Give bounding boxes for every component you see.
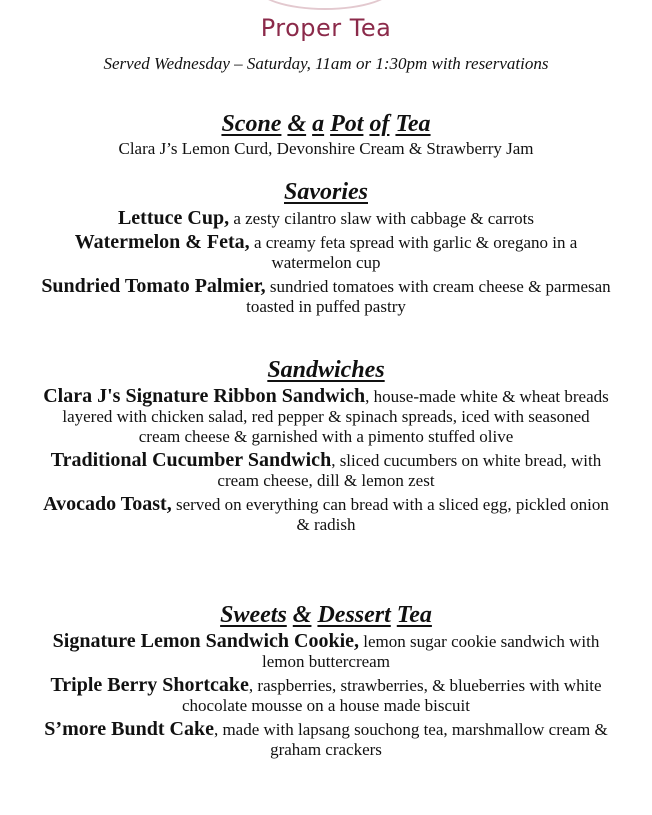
menu-item <box>40 631 612 672</box>
item-description: , sliced cucumbers on white bread, with cream cheese, dill & lemon zest <box>217 451 602 490</box>
item-description: a creamy feta spread with garlic & oregano in a watermelon cup <box>253 233 578 272</box>
section-scone <box>40 111 612 159</box>
service-hours: Served Wednesday – Saturday, 11am or 1:30pm with reservations <box>103 54 549 73</box>
item-name: Clara J's Signature Ribbon Sandwich <box>43 385 366 407</box>
item-description: lemon sugar cookie sandwich with lemon buttercream <box>262 632 600 671</box>
section-sandwiches <box>40 357 612 535</box>
menu-item <box>40 719 612 760</box>
item-description: served on everything can bread with a sliced egg, pickled onion & radish <box>175 495 609 534</box>
item-name: Lettuce Cup, <box>117 207 230 229</box>
logo-emblem <box>255 0 395 10</box>
section-heading: Sweets & Dessert Tea <box>220 602 432 628</box>
item-description: , house-made white & wheat breads layered with chicken salad, red pepper & spinach spreads, iced with seasoned cream cheese & garnished with a pimento stuffed olive <box>62 387 609 446</box>
item-description: , made with lapsang souchong tea, marshmallow cream & graham crackers <box>213 720 608 759</box>
item-name: S’more Bundt Cake <box>44 718 214 740</box>
menu-item <box>40 494 612 535</box>
section-sweets <box>40 602 612 760</box>
section-heading: Scone & a Pot of Tea <box>221 111 431 137</box>
menu-item <box>40 675 612 716</box>
item-description: a zesty cilantro slaw with cabbage & carrots <box>233 209 535 228</box>
item-name: Traditional Cucumber Sandwich <box>50 449 332 471</box>
page-title: Proper Tea <box>260 14 392 42</box>
menu-item <box>40 386 612 447</box>
section-heading: Sandwiches <box>267 357 385 383</box>
item-description: sundried tomatoes with cream cheese & parmesan toasted in puffed pastry <box>246 277 611 316</box>
item-name: Watermelon & Feta, <box>74 231 250 253</box>
item-description: , raspberries, strawberries, & blueberries with white chocolate mousse on a house made biscuit <box>182 676 602 715</box>
menu-item <box>40 276 612 317</box>
section-description: Clara J’s Lemon Curd, Devonshire Cream & Strawberry Jam <box>118 139 534 158</box>
menu-item <box>40 450 612 491</box>
section-heading: Savories <box>284 179 368 205</box>
section-savories <box>40 179 612 317</box>
menu-item <box>40 232 612 273</box>
item-name: Triple Berry Shortcake <box>50 674 249 696</box>
item-name: Avocado Toast, <box>43 493 172 515</box>
menu-item <box>40 208 612 229</box>
item-name: Sundried Tomato Palmier, <box>41 275 266 297</box>
item-name: Signature Lemon Sandwich Cookie, <box>52 630 360 652</box>
